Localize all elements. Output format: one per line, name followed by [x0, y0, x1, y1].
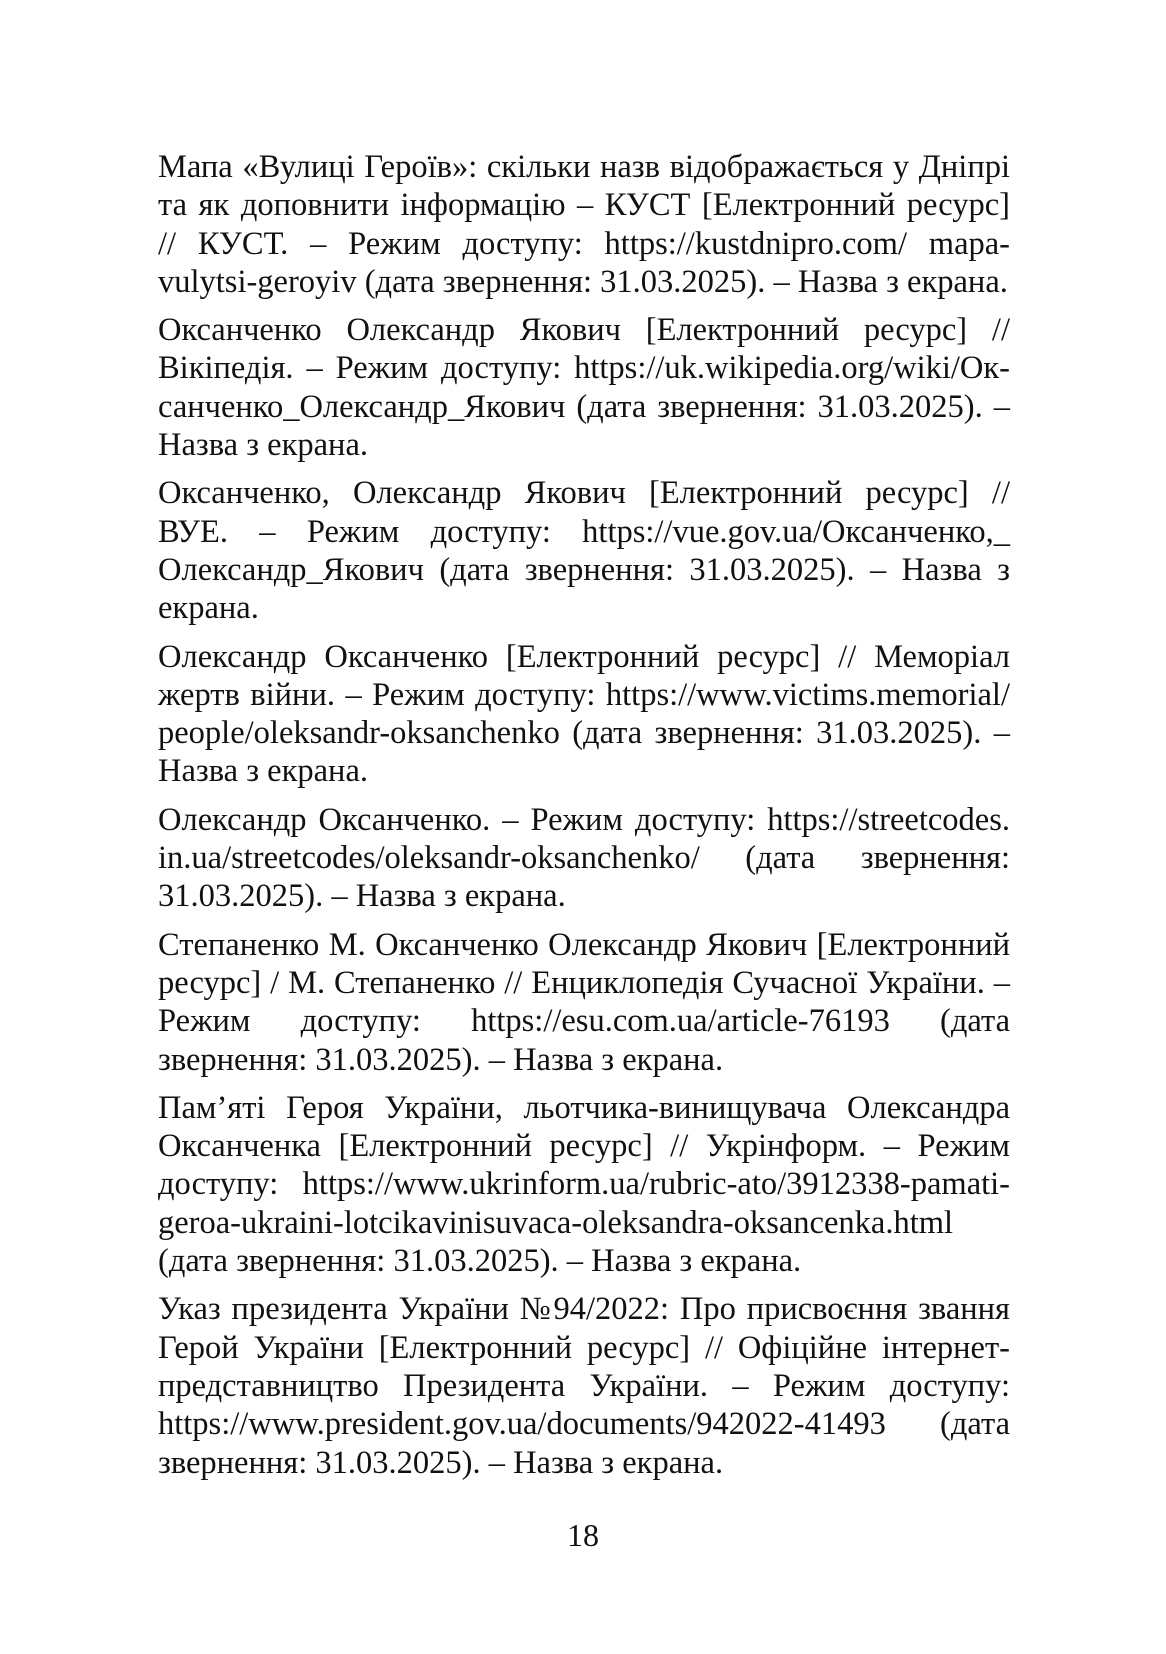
reference-list [158, 148, 1010, 1492]
page-number: 18 [567, 1517, 599, 1553]
reference-item: Пам’яті Героя України, льотчика-винищувача Олександра Оксанченка [Електронний ресурс] // Укрінформ. – Режим доступу: https://www.ukrinform.ua/rubric-ato/3912338-pamati-geroa-ukraini-lotcikavinisuvaca-oleksandra-oksancenka.html (дата звернення: 31.03.2025). – Назва з екрана. [158, 1089, 1010, 1280]
reference-item: Олександр Оксанченко [Електронний ресурс] // Меморіал жертв війни. – Режим доступу: https://www.victims.memorial/ people/oleksandr-oksanchenko (дата звернення: 31.03.2025). – Назва з екрана. [158, 638, 1010, 790]
reference-item: Оксанченко Олександр Якович [Електронний ресурс] // Вікіпедія. – Режим доступу: https://uk.wikipedia.org/wiki/Оксанченко_Олександр_Якович (дата звернення: 31.03.2025). – Назва з екрана. [158, 312, 1010, 464]
reference-item: Указ президента України №94/2022: Про присвоєння звання Герой України [Електронний ресурс] // Офіційне інтернет-представництво Президента України. – Режим доступу: https://www.president.gov.ua/documents/942022-41493 (дата звернення: 31.03.2025). – Назва з екрана. [158, 1291, 1010, 1481]
reference-item: Степаненко М. Оксанченко Олександр Якович [Електронний ресурс] / М. Степаненко // Енциклопедія Сучасної України. – Режим доступу: https://esu.com.ua/article-76193 (дата звернення: 31.03.2025). – Назва з екрана. [158, 926, 1010, 1078]
reference-item: Оксанченко, Олександр Якович [Електронний ресурс] // ВУЕ. – Режим доступу: https://vue.gov.ua/Оксанченко,_ Олександр_Якович (дата звернення: 31.03.2025). – Назва з екрана. [158, 475, 1010, 627]
reference-item: Олександр Оксанченко. – Режим доступу: https://streetcodes. in.ua/streetcodes/oleksandr-oksanchenko/ (дата звернення: 31.03.2025). – Назва з екрана. [158, 801, 1010, 915]
reference-item: Мапа «Вулиці Героїв»: скільки назв відображається у Дніпрі та як доповнити інформацію – КУСТ [Електронний ресурс] // КУСТ. – Режим доступу: https://kustdnipro.com/ mapa-vulytsi-geroyiv (дата звернення: 31.03.2025). – Назва з екрана. [158, 149, 1010, 300]
